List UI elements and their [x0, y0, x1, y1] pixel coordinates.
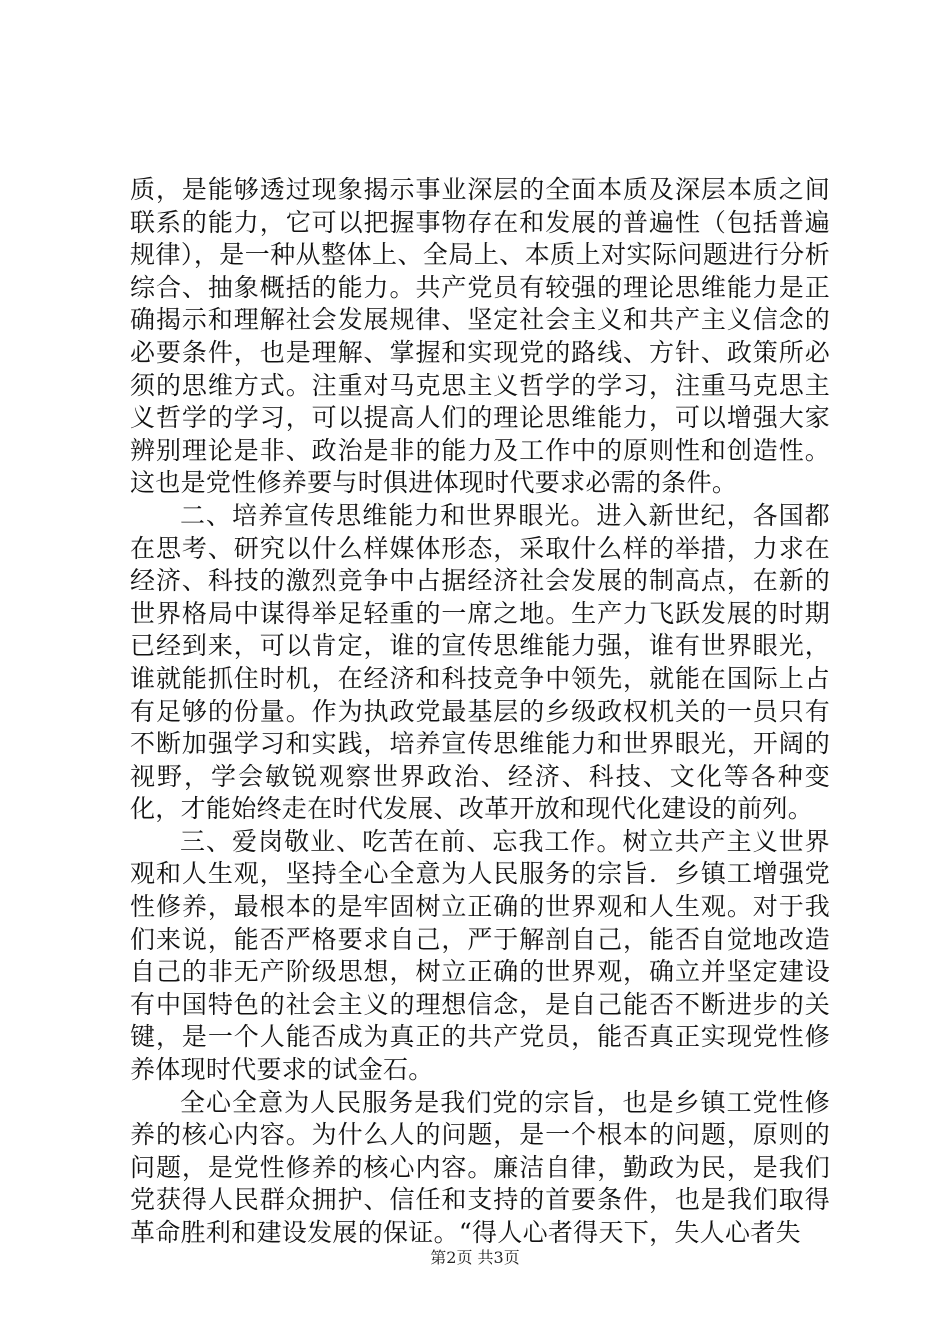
paragraph-2: 二、培养宣传思维能力和世界眼光。进入新世纪，各国都在思考、研究以什么样媒体形态，采取什么样的举措，力求在经济、科技的激烈竞争中占据经济社会发展的制高点，在新的世界格局中谋得举足轻重的一席之地。生产力飞跃发展的时期已经到来，可以肯定，谁的宣传思维能力强，谁有世界眼光，谁就能抓住时机，在经济和科技竞争中领先，就能在国际上占有足够的份量。作为执政党最基层的乡级政权机关的一员只有不断加强学习和实践，培养宣传思维能力和世界眼光，开阔的视野，学会敏锐观察世界政治、经济、科技、文化等各种变化，才能始终走在时代发展、改革开放和现代化建设的前列。	[130, 500, 830, 824]
page-footer: 第2页 共3页	[430, 1248, 520, 1267]
paragraph-3: 三、爱岗敬业、吃苦在前、忘我工作。树立共产主义世界观和人生观，坚持全心全意为人民服务的宗旨．乡镇工增强党性修养，最根本的是牢固树立正确的世界观和人生观。对于我们来说，能否严格要求自己，严于解剖自己，能否自觉地改造自己的非无产阶级思想，树立正确的世界观，确立并坚定建设有中国特色的社会主义的理想信念，是自己能否不断进步的关键，是一个人能否成为真正的共产党员，能否真正实现党性修养体现时代要求的试金石。	[130, 826, 830, 1085]
paragraph-4: 全心全意为人民服务是我们党的宗旨，也是乡镇工党性修养的核心内容。为什么人的问题，是一个根本的问题，原则的问题，是党性修养的核心内容。廉洁自律，勤政为民，是我们党获得人民群众拥护、信任和支持的首要条件，也是我们取得革命胜利和建设发展的保证。“得人心者得天下，失人心者失	[130, 1087, 830, 1247]
document-body	[130, 174, 830, 1250]
paragraph-1: 质，是能够透过现象揭示事业深层的全面本质及深层本质之间联系的能力，它可以把握事物存在和发展的普遍性（包括普遍规律），是一种从整体上、全局上、本质上对实际问题进行分析综合、抽象概括的能力。共产党员有较强的理论思维能力是正确揭示和理解社会发展规律、坚定社会主义和共产主义信念的必要条件，也是理解、掌握和实现党的路线、方针、政策所必须的思维方式。注重对马克思主义哲学的学习，注重马克思主义哲学的学习，可以提高人们的理论思维能力，可以增强大家辨别理论是非、政治是非的能力及工作中的原则性和创造性。这也是党性修养要与时俱进体现时代要求必需的条件。	[130, 175, 830, 498]
